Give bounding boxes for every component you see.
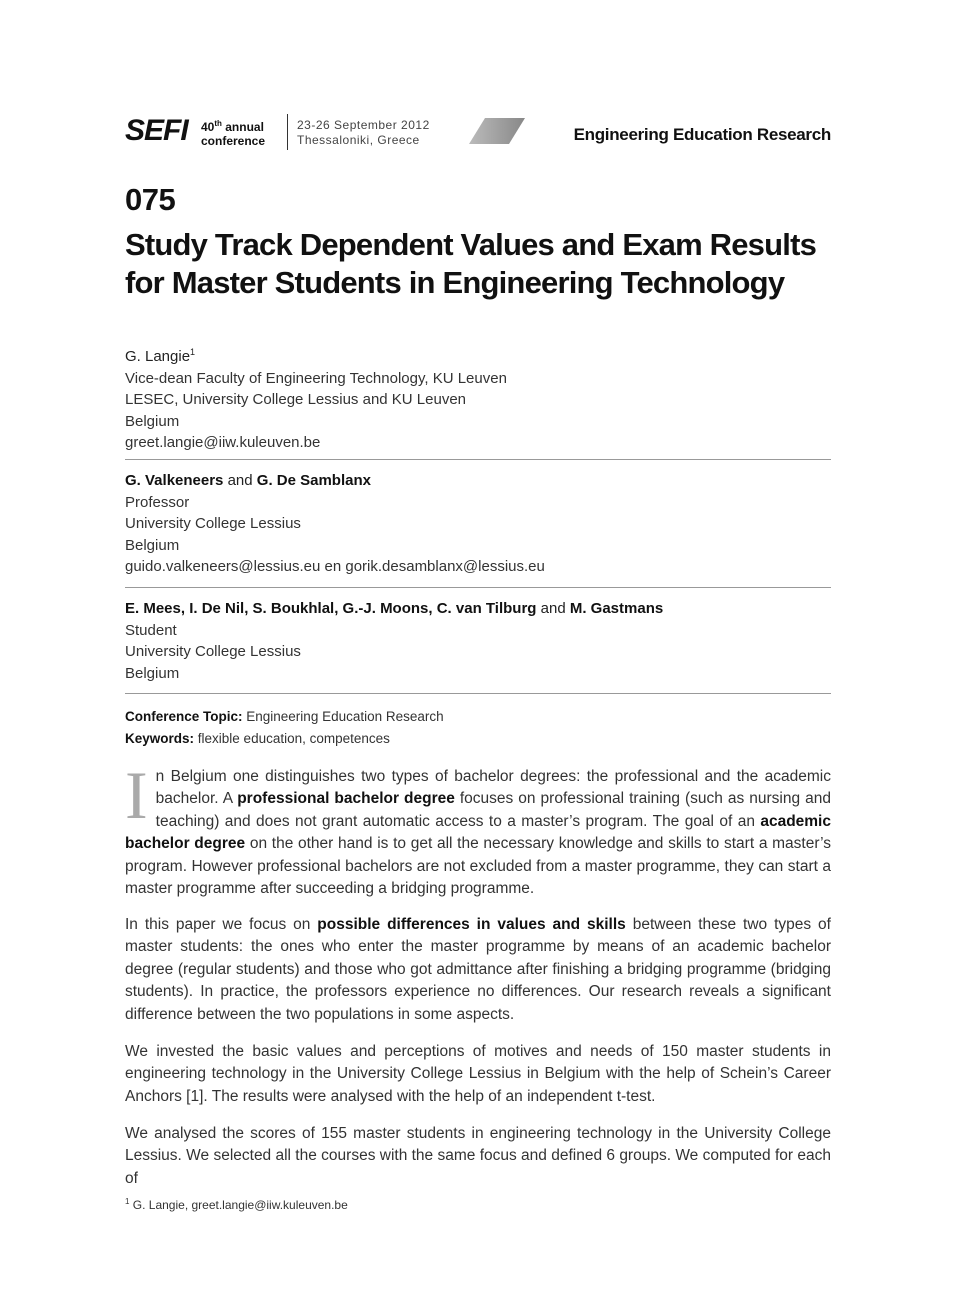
annual-conference-label: 40th annual conference <box>201 119 266 148</box>
author-role: Professor <box>125 493 190 511</box>
author-country: Belgium <box>125 412 180 430</box>
author-names: G. Langie$^1$ <box>125 347 196 365</box>
author-affiliation: University College Lessius <box>125 643 301 660</box>
body-paragraph-4: We analysed the scores of 155 master students in engineering technology in the University College Lessius. We selected all the courses with the same focus and defined 6 groups. We computed for each of <box>125 1125 831 1187</box>
author-role: Student <box>125 621 177 639</box>
author-names: E. Mees, I. De Nil, S. Boukhlal, G.-J. Moons, C. van Tilburg and M. Gastmans <box>125 600 664 617</box>
author-block-3 <box>125 598 831 684</box>
author-email: greet.langie@iiw.kuleuven.be <box>125 434 321 451</box>
author-divider <box>125 693 831 694</box>
sefi-logo: SEFI <box>125 114 188 147</box>
conference-place: Thessaloniki, Greece <box>297 133 420 147</box>
paper-meta <box>125 706 444 750</box>
author-country: Belgium <box>125 664 180 682</box>
conference-topic: Conference Topic: Engineering Education Research <box>125 709 444 724</box>
header-divider <box>287 114 288 150</box>
author-block-1 <box>125 342 831 454</box>
body-paragraph-2: In this paper we focus on possible differences in values and skills between these two types of master students: the ones who enter the master programme by means of an academic bachelor degree (regular students) and those who got admittance after finishing a bridging programme (bridging students). In practice, the professors experience no differences. Our research reveals a significant difference between the two populations in some aspects. <box>125 916 831 1023</box>
conference-date: 23-26 September 2012 <box>297 118 430 132</box>
author-divider <box>125 459 831 460</box>
author-block-2 <box>125 470 831 578</box>
keywords: Keywords: flexible education, competences <box>125 731 390 746</box>
body-paragraph-3: We invested the basic values and perceptions of motives and needs of 150 master students in engineering technology in the University College Lessius in Belgium with the help of Schein’s Career Anchors [1]. The results were analysed with the help of an independent t-test. <box>125 1043 831 1105</box>
conference-track: Engineering Education Research <box>573 125 831 144</box>
author-affiliation: LESEC, University College Lessius and KU Leuven <box>125 391 467 408</box>
paper-title: Study Track Dependent Values and Exam Results for Master Students in Engineering Technology <box>125 227 817 300</box>
paper-number: 075 <box>125 182 176 217</box>
author-names: G. Valkeneers and G. De Samblanx <box>125 472 371 489</box>
footnote: $^1$ G. Langie, greet.langie@iiw.kuleuven.be <box>125 1197 348 1212</box>
author-role: Vice-dean Faculty of Engineering Technology, KU Leuven <box>125 369 507 387</box>
author-divider <box>125 587 831 588</box>
author-email: guido.valkeneers@lessius.eu en gorik.desamblanx@lessius.eu <box>125 558 545 575</box>
conference-date-place <box>297 118 430 148</box>
decorative-parallelogram <box>469 118 525 144</box>
author-country: Belgium <box>125 536 180 554</box>
conference-header <box>125 114 831 154</box>
drop-cap: I <box>125 757 148 833</box>
body-paragraph-1: In Belgium one distinguishes two types of bachelor degrees: the professional and the academic bachelor. A professional bachelor degree focuses on professional training (such as nursing and teaching) and does not grant automatic access to a master’s program. The goal of an academic bachelor degree on the other hand is to get all the necessary knowledge and skills to start a master’s program. However professional bachelors are not excluded from a master programme, they can start a master programme after succeeding a bridging programme. <box>125 757 831 898</box>
author-affiliation: University College Lessius <box>125 515 301 532</box>
